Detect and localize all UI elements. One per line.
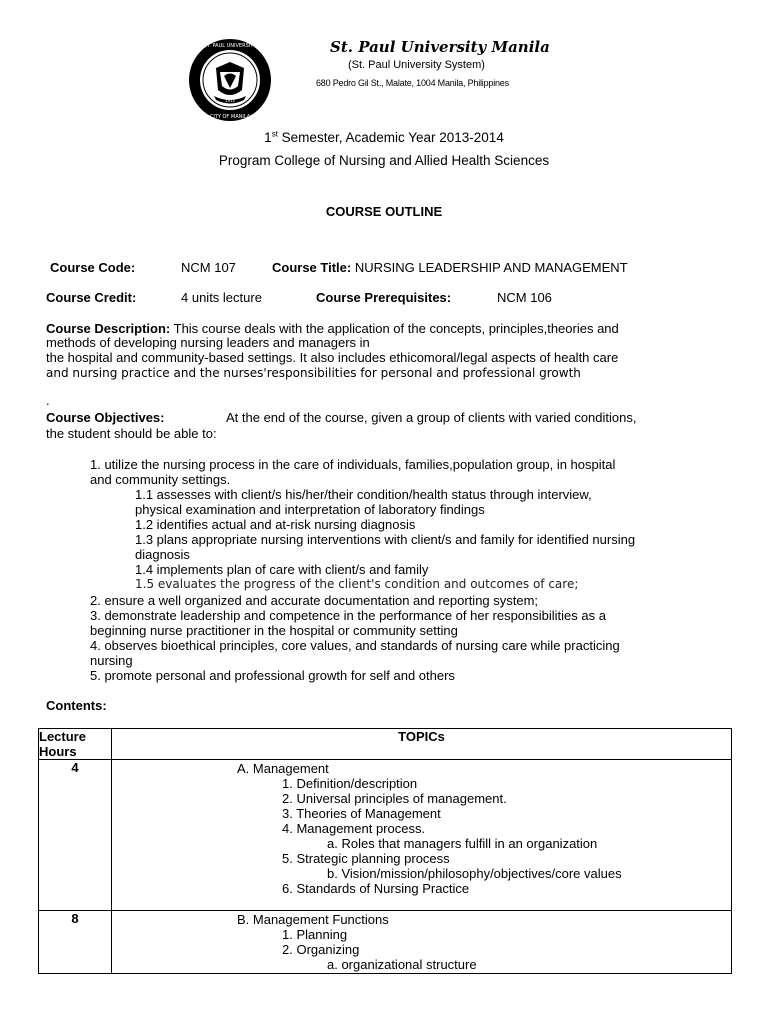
university-address: 680 Pedro Gil St., Malate, 1004 Manila, Philippines [316,78,509,88]
course-title: NURSING LEADERSHIP AND MANAGEMENT [351,260,628,275]
header-topics: TOPICs [112,729,732,760]
table-row [39,760,732,911]
row-topics [112,911,732,974]
description-line-4: and nursing practice and the nurses'responsibilities for personal and professional growth [46,366,581,380]
topic-item: a. organizational structure [327,957,477,972]
description-text-1: This course deals with the application of the concepts, principles,theories and [170,321,619,336]
semester-text: Semester, Academic Year 2013-2014 [277,130,504,145]
description-line-1 [46,321,619,336]
objectives-label: Course Objectives: [46,410,165,425]
objective-item: beginning nurse practitioner in the hospital or community setting [90,623,458,638]
objective-item: 1.2 identifies actual and at-risk nursing diagnosis [135,517,416,532]
objective-item: 1.5 evaluates the progress of the client's condition and outcomes of care; [135,577,579,591]
seal-year: 1912 [224,98,236,103]
objective-item: 3. demonstrate leadership and competence in the performance of her responsibilities as a [90,608,606,623]
course-title-line [272,260,628,275]
topic-item: 1. Planning [282,927,348,942]
contents-table [38,728,732,974]
outline-title: COURSE OUTLINE [325,204,443,219]
seal-bottom-text: CITY OF MANILA [209,114,251,120]
course-prereq: NCM 106 [497,290,552,305]
program-line: Program College of Nursing and Allied Health Sciences [218,153,550,168]
objective-item: and community settings. [90,472,231,487]
header-lecture-hours [39,729,112,760]
topic-item: 2. Organizing [282,942,360,957]
course-code: NCM 107 [181,260,236,275]
objective-item: nursing [90,653,133,668]
objective-item: 1. utilize the nursing process in the care of individuals, families,population group, in hospital [90,457,616,472]
university-system: (St. Paul University System) [348,59,485,71]
objective-item: physical examination and interpretation of laboratory findings [135,502,485,517]
topic-item: B. Management Functions [237,912,389,927]
semester-ordinal-suffix: st [271,129,278,139]
objective-item: 5. promote personal and professional growth for self and others [90,668,455,683]
contents-label: Contents: [46,698,107,713]
topic-item: 3. Theories of Management [282,806,441,821]
header-hours-line-1: Lecture [39,729,86,744]
objective-item: 1.3 plans appropriate nursing interventions with client/s and family for identified nursing [135,532,636,547]
objective-item: 1.1 assesses with client/s his/her/their condition/health status through interview, [135,487,592,502]
semester-line [0,130,768,145]
row-hours: 4 [39,760,112,911]
objectives-intro: At the end of the course, given a group of clients with varied conditions, [226,410,637,425]
header-hours-line-2: Hours [39,744,77,759]
objective-item: 1.4 implements plan of care with client/s and family [135,562,429,577]
university-name: St. Paul University Manila [330,38,550,56]
course-credit: 4 units lecture [181,290,262,305]
row-topics [112,760,732,911]
course-credit-label: Course Credit: [46,290,137,305]
table-row [39,911,732,974]
topic-item: b. Vision/mission/philosophy/objectives/core values [327,866,622,881]
row-hours: 8 [39,911,112,974]
topic-item: 6. Standards of Nursing Practice [282,881,470,896]
table-header-row [39,729,732,760]
description-line-3: the hospital and community-based settings. It also includes ethicomoral/legal aspects of health care [46,350,619,365]
topic-item: A. Management [237,761,329,776]
objective-item: 2. ensure a well organized and accurate documentation and reporting system; [90,593,539,608]
course-code-label: Course Code: [50,260,136,275]
course-prereq-label: Course Prerequisites: [316,290,452,305]
objective-item: diagnosis [135,547,190,562]
topic-item: 5. Strategic planning process [282,851,450,866]
topic-item: a. Roles that managers fulfill in an organization [327,836,598,851]
objectives-dot: . [46,393,50,408]
objectives-intro-2: the student should be able to: [46,426,217,441]
description-line-2: methods of developing nursing leaders and managers in [46,335,370,350]
description-label: Course Description: [46,321,171,336]
topic-item: 2. Universal principles of management. [282,791,507,806]
course-title-label: Course Title: [272,260,352,275]
university-seal-icon [188,38,272,122]
topic-item: 4. Management process. [282,821,426,836]
semester-ordinal: 1 [264,130,272,145]
objective-item: 4. observes bioethical principles, core values, and standards of nursing care while practicing [90,638,620,653]
seal-top-text: ST. PAUL UNIVERSITY [203,43,257,49]
topic-item: 1. Definition/description [282,776,418,791]
